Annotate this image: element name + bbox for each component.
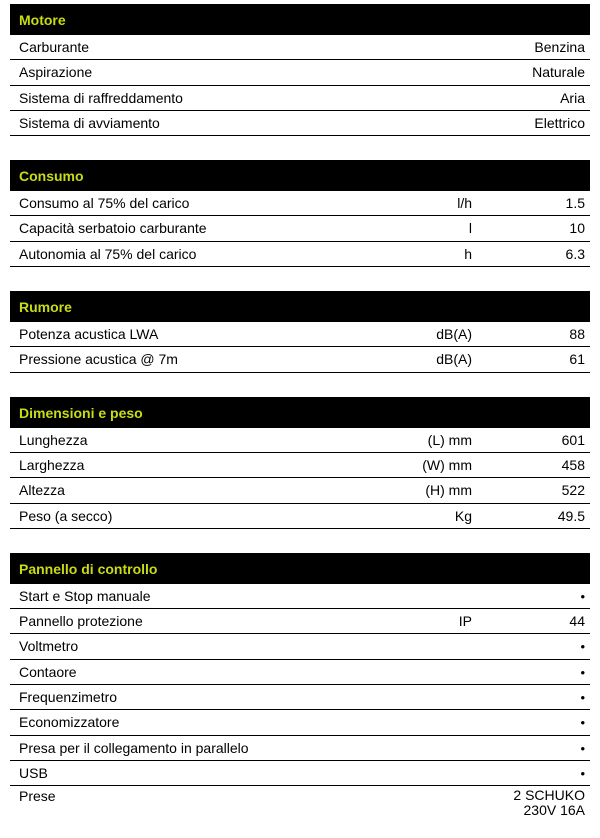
spec-value: 522 [561,482,585,499]
spec-unit: IP [458,613,472,630]
section-title: Consumo [10,160,590,191]
spec-label: Economizzatore [19,714,120,731]
spec-value: Naturale [532,64,585,81]
spec-row [10,191,590,216]
spec-row [10,660,590,685]
spec-row [10,60,590,85]
section-title: Dimensioni e peso [10,397,590,428]
spec-value: 601 [561,431,585,448]
spec-label: Prese [19,788,56,805]
spec-row [10,634,590,659]
spec-unit: l/h [457,195,472,212]
feature-included-dot: • [580,740,585,756]
spec-label: Potenza acustica LWA [19,326,159,343]
spec-label: Lunghezza [19,431,88,448]
spec-value [513,788,585,818]
spec-row [10,242,590,267]
spec-value: Elettrico [534,114,585,131]
spec-row [10,478,590,503]
spec-label: Sistema di raffreddamento [19,89,183,106]
spec-row [10,322,590,347]
spec-row [10,428,590,453]
spec-row [10,609,590,634]
spec-value-line: 230V 16A [523,802,585,819]
spec-unit: (L) mm [427,431,472,448]
spec-unit: dB(A) [436,326,472,343]
spec-row [10,347,590,372]
spec-section [10,553,590,820]
spec-unit: Kg [454,507,472,524]
spec-unit: (W) mm [422,456,472,473]
feature-included-dot: • [580,639,585,655]
feature-included-dot: • [580,765,585,781]
spec-value: Aria [560,89,585,106]
spec-label: Autonomia al 75% del carico [19,245,197,262]
feature-included-dot: • [580,588,585,604]
spec-section [10,397,590,529]
feature-included-dot: • [580,690,585,706]
spec-value: 61 [569,351,585,368]
spec-row [10,736,590,761]
spec-row [10,111,590,136]
spec-row [10,761,590,786]
spec-label: Pressione acustica @ 7m [19,351,178,368]
spec-value: Benzina [534,39,585,55]
spec-label: Voltmetro [19,638,79,655]
spec-label: Pannello protezione [19,613,143,630]
spec-label: Altezza [19,482,65,499]
spec-row [10,216,590,241]
feature-included-dot: • [580,664,585,680]
spec-row [10,86,590,111]
section-title: Rumore [10,291,590,322]
spec-row [10,786,590,820]
spec-unit: dB(A) [436,351,472,368]
spec-value-line: 2 SCHUKO [513,787,585,804]
spec-row [10,504,590,529]
spec-row [10,584,590,609]
spec-section [10,291,590,373]
spec-label: USB [19,764,48,781]
spec-row [10,710,590,735]
spec-section [10,4,590,136]
spec-value: 10 [569,220,585,237]
spec-label: Aspirazione [19,64,93,81]
spec-label: Larghezza [19,456,85,473]
spec-label: Consumo al 75% del carico [19,195,190,212]
feature-included-dot: • [580,715,585,731]
spec-label: Peso (a secco) [19,507,113,524]
spec-label: Start e Stop manuale [19,587,151,604]
spec-value: 6.3 [565,245,585,262]
spec-unit: (H) mm [425,482,472,499]
spec-unit: l [468,220,472,237]
section-title: Pannello di controllo [10,553,590,584]
spec-label: Carburante [19,39,90,55]
spec-unit: h [464,245,472,262]
spec-value: 88 [569,326,585,343]
spec-value: 49.5 [557,507,585,524]
spec-row [10,685,590,710]
spec-label: Presa per il collegamento in parallelo [19,739,249,756]
section-title: Motore [10,4,590,35]
spec-label: Sistema di avviamento [19,114,160,131]
spec-row [10,35,590,60]
spec-value: 1.5 [565,195,585,212]
spec-value: 44 [569,613,585,630]
spec-label: Capacità serbatoio carburante [19,220,207,237]
spec-value: 458 [561,456,585,473]
spec-row [10,453,590,478]
spec-label: Contaore [19,663,77,680]
spec-section [10,160,590,267]
spec-label: Frequenzimetro [19,689,118,706]
spec-sheet [10,4,590,820]
